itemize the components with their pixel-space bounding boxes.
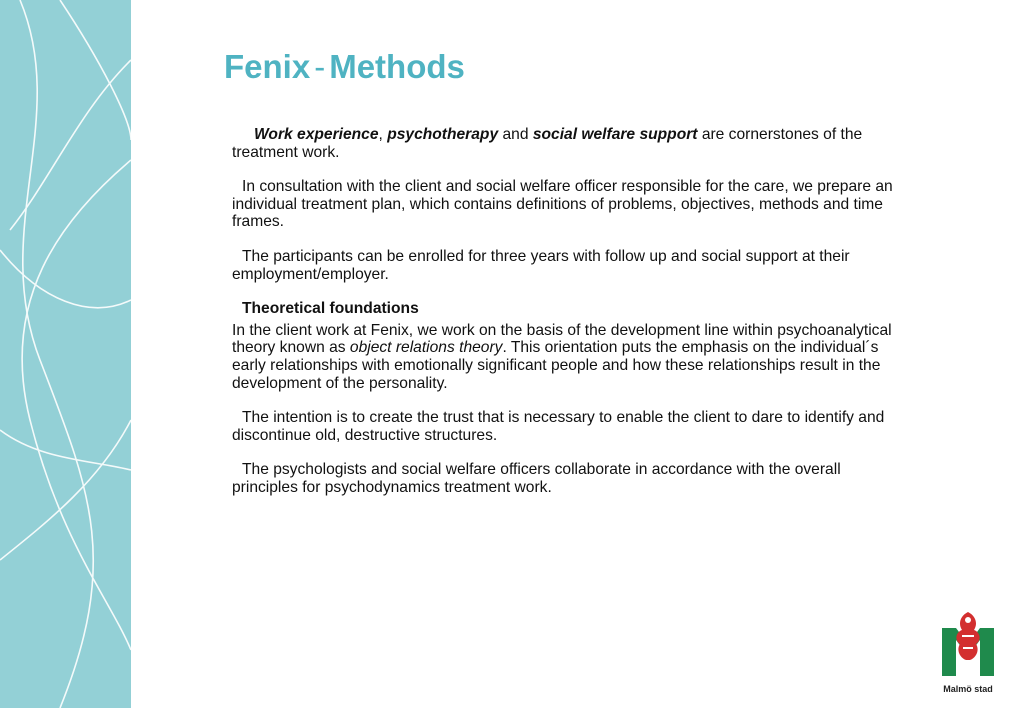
wave-lines-decoration (0, 0, 131, 708)
logo-caption: Malmö stad (943, 684, 993, 694)
malmo-griffin-icon (936, 610, 1000, 682)
paragraph-cornerstones: Work experience, psychotherapy and social welfare support are cornerstones of the treatment work. (232, 126, 863, 161)
paragraph-collaboration: The psychologists and social welfare officers collaborate in accordance with the overall principles for psychodynamics treatment work. (232, 461, 841, 496)
decorative-sidebar (0, 0, 131, 708)
paragraph-treatment-plan: In consultation with the client and social welfare officer responsible for the care, we prepare an individual treatment plan, which contains definitions of problems, objectives, methods and time frames. (232, 178, 893, 231)
body-text (232, 126, 900, 497)
heading-theoretical-foundations: Theoretical foundations (242, 300, 419, 318)
page-title: Fenix - Methods (224, 48, 465, 85)
paragraph-intention: The intention is to create the trust that is necessary to enable the client to dare to identify and discontinue old, destructive structures. (232, 409, 885, 444)
paragraph-enrollment: The participants can be enrolled for three years with follow up and social support at their employment/employer. (232, 247, 850, 283)
paragraph-object-relations: In the client work at Fenix, we work on the basis of the development line within psychoanalytical theory known as object relations theory. This orientation puts the emphasis on the individual´s early relationships with emotionally significant people and how these relationships result in the development of the personality. (232, 321, 892, 392)
malmo-stad-logo (936, 610, 1000, 694)
